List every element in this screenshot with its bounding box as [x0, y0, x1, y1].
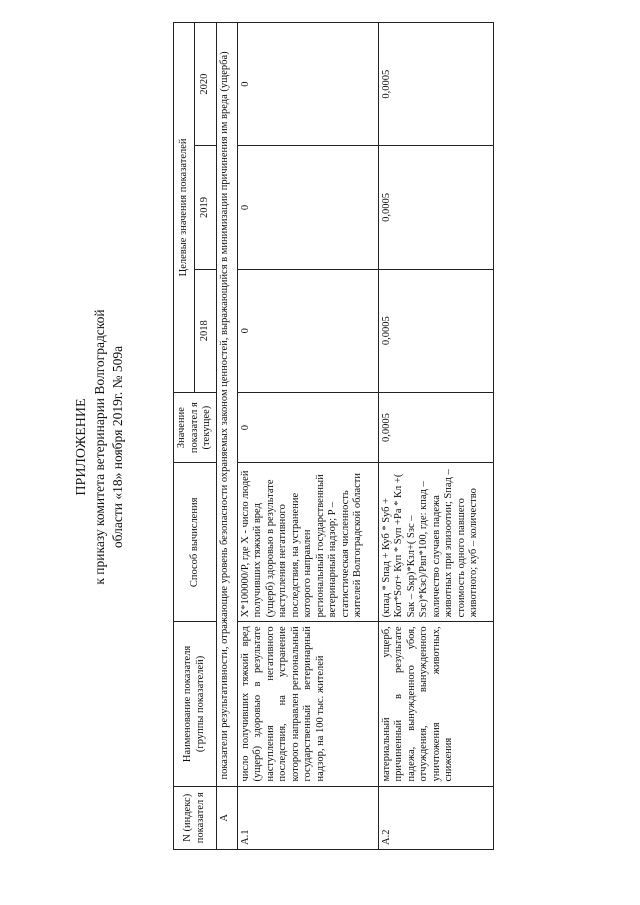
table-header-row	[174, 23, 195, 850]
header-index: N (индекс) показател я	[174, 786, 217, 849]
rotated-document	[28, 22, 548, 872]
table-row	[378, 23, 493, 850]
row-current: 0	[237, 392, 378, 463]
row-2019: 0,0005	[378, 146, 493, 269]
indicators-table	[173, 22, 494, 850]
table-row	[237, 23, 378, 850]
section-row	[216, 23, 237, 850]
appendix-order-line-2: области «18» ноября 2019г. № 509а	[110, 345, 125, 549]
header-year-2019: 2019	[195, 146, 216, 269]
row-name: число получивших тяжкий вред (ущерб) здоровью в результате наступления негативного последствия, на устранение которого направлен региональный государственный ветеринарный надзор, на 100 тыс. жителей	[237, 622, 378, 786]
row-name	[378, 622, 493, 786]
appendix-header	[68, 22, 138, 872]
row-2020: 0	[237, 23, 378, 146]
appendix-order-line-1: к приказу комитета ветеринарии Волгоградской	[92, 309, 107, 585]
section-text: показатели результативности, отражающие уровень безопасности охраняемых законом ценностей, выражающийся в минимизации причинения им вреда (ущерба)	[216, 23, 237, 787]
header-name: Наименование показателя (группы показателей)	[174, 622, 217, 786]
row-2018: 0,0005	[378, 269, 493, 392]
row-current: 0,0005	[378, 392, 493, 463]
row-formula-text: (кпад * Sпад + Куб * Sуб + Кот*Sот+ Куп * Sуп +Pа * Кл +( Sак – Sкр)*Кзл+( Sзс – Sзс)*Кзс)/Рвп*100, где: кпад – количество случаев падежа животных при эпизоотии; Sпад – стоимость одного павшего животного; куб – количество	[380, 469, 479, 618]
row-2020: 0,0005	[378, 23, 493, 146]
row-id: А.1	[237, 786, 378, 849]
header-target: Целевые значения показателей	[174, 23, 195, 393]
row-name-text: материальный ущерб, причиненный в результате падежа, вынужденного убоя, отчуждения, вынужденного уничтожения животных, снижения	[380, 626, 454, 782]
row-2018: 0	[237, 269, 378, 392]
header-year-2020: 2020	[195, 23, 216, 146]
row-formula	[378, 463, 493, 622]
header-year-2018: 2018	[195, 269, 216, 392]
row-id: А.2	[378, 786, 493, 849]
row-2019: 0	[237, 146, 378, 269]
header-current: Значение показател я (текущее)	[174, 392, 217, 463]
header-formula: Способ вычисления	[174, 463, 217, 622]
section-id: А	[216, 786, 237, 849]
row-formula: X*100000/P, где X - число людей получивших тяжкий вред (ущерб) здоровью в результате наступления негативного последствия, на устранение которого направлен региональный государственный ветеринарный надзор; P – статистическая численность жителей Волгоградской области	[237, 463, 378, 622]
appendix-title: ПРИЛОЖЕНИЕ	[74, 398, 89, 496]
